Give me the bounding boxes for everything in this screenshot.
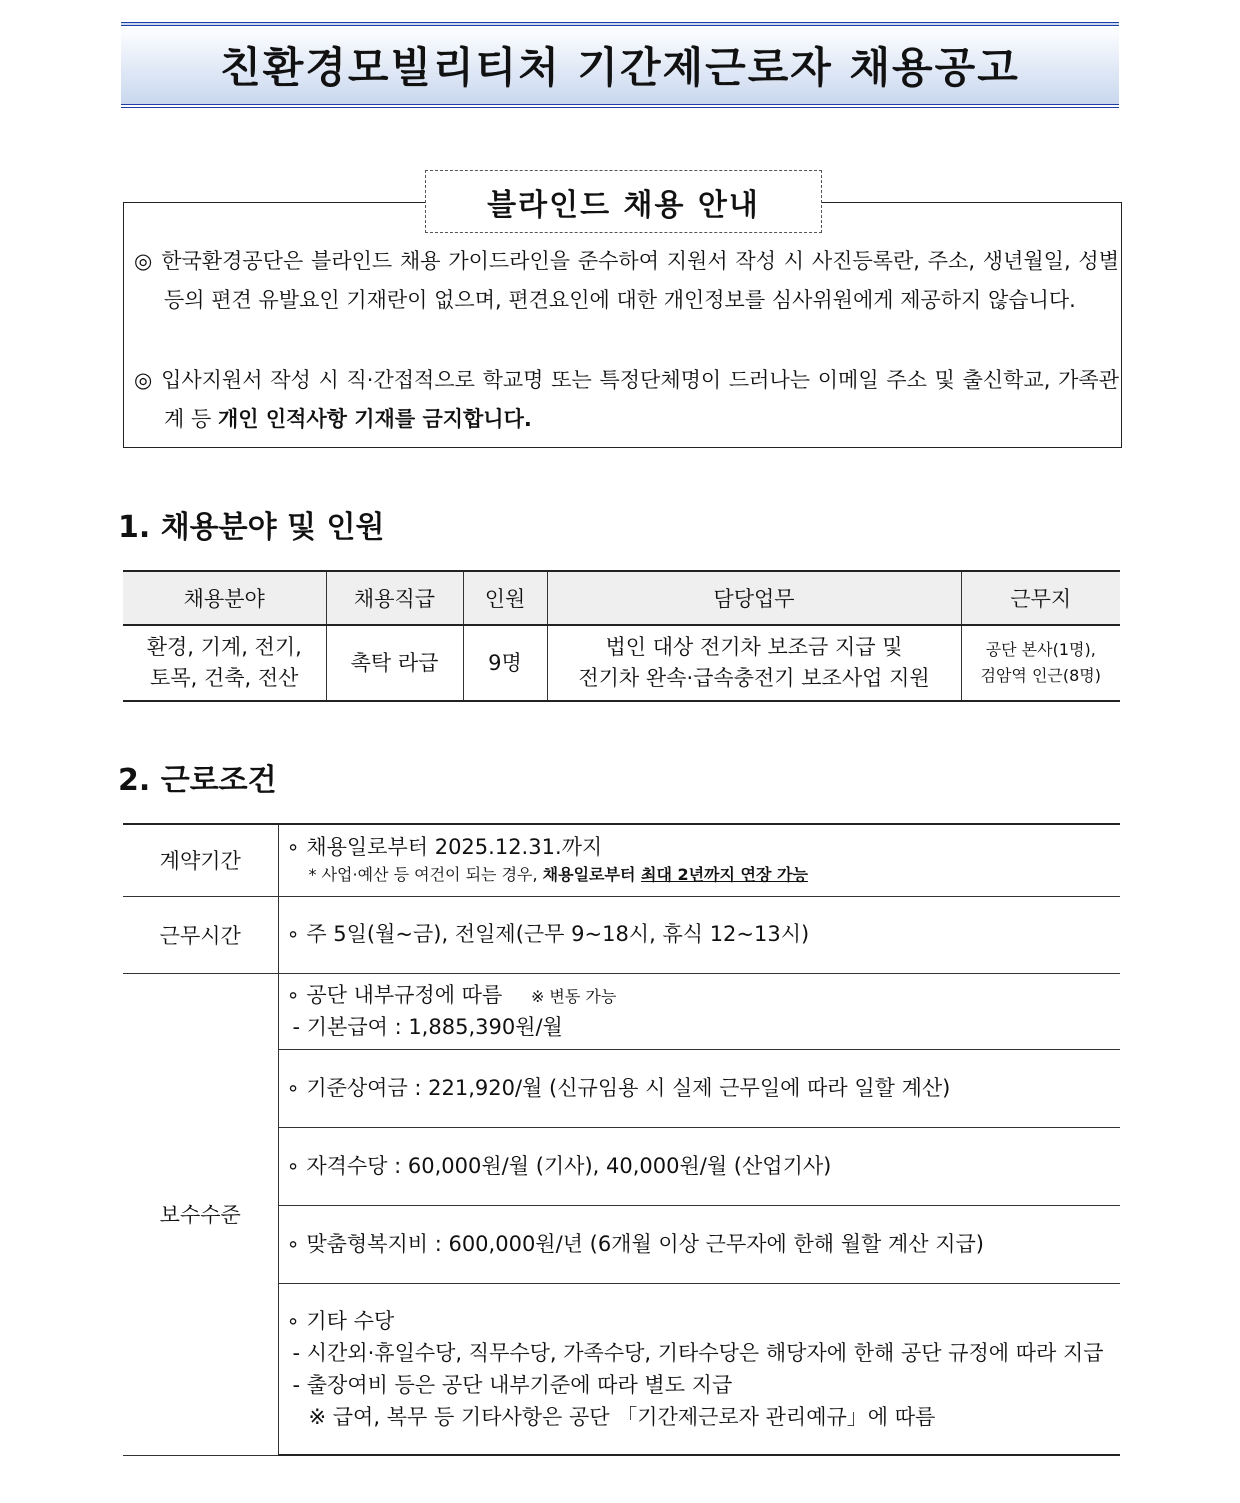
header-grade: 채용직급: [326, 571, 463, 625]
blind-notice-item-1: ◎ 한국환경공단은 블라인드 채용 가이드라인을 준수하여 지원서 작성 시 사진등록란, 주소, 생년월일, 성별 등의 편견 유발요인 기재란이 없으며, 편견요인에 대한 개인정보를 심사위원에게 제공하지 않습니다.: [134, 249, 1119, 312]
cell-count: 9명: [463, 625, 547, 701]
table-row: [123, 625, 1120, 701]
contract-note: [287, 862, 1113, 888]
pay-base-sub: - 기본급여 : 1,885,390원/월: [292, 1014, 563, 1039]
header-duty: 담당업무: [547, 571, 961, 625]
blind-notice-item-2: [134, 361, 1119, 439]
pay-row-1: [123, 973, 1120, 1049]
cell-field-line2: 토목, 건축, 전산: [150, 666, 299, 690]
hours-label: 근무시간: [123, 896, 278, 973]
pay-other-main: ∘ 기타 수당: [286, 1308, 395, 1333]
pay-label: 보수수준: [123, 973, 278, 1455]
blind-notice-item-2-text: ◎ 입사지원서 작성 시 직·간접적으로 학교명 또는 특정단체명이 드러나는 이메일 주소 및 출신학교, 가족관계 등: [134, 368, 1119, 431]
pay-welfare: ∘ 맞춤형복지비 : 600,000원/년 (6개월 이상 근무자에 한해 월할 계산 지급): [278, 1205, 1120, 1283]
pay-other-sub1: - 시간외·휴일수당, 직무수당, 가족수당, 기타수당은 해당자에 한해 공단 규정에 따라 지급: [292, 1340, 1104, 1365]
contract-row: [123, 824, 1120, 896]
cell-place-line2: 검암역 인근(8명): [980, 666, 1101, 685]
cell-field-line1: 환경, 기계, 전기,: [146, 635, 302, 659]
contract-note-bold: 채용일로부터: [542, 864, 641, 884]
section-1-heading: 1. 채용분야 및 인원: [118, 510, 385, 545]
blind-notice-title: 블라인드 채용 안내: [425, 170, 822, 233]
hours-row: [123, 896, 1120, 973]
pay-bonus: ∘ 기준상여금 : 221,920/월 (신규임용 시 실제 근무일에 따라 일할 계산): [278, 1049, 1120, 1127]
cell-duty-line1: 법인 대상 전기차 보조금 지급 및: [605, 635, 903, 659]
pay-qualification: ∘ 자격수당 : 60,000원/월 (기사), 40,000원/월 (산업기사): [278, 1127, 1120, 1205]
pay-base-note: ※ 변동 가능: [530, 986, 617, 1006]
contract-note-underline: 최대 2년까지 연장 가능: [640, 864, 808, 884]
pay-other-sub2: - 출장여비 등은 공단 내부기준에 따라 별도 지급: [292, 1372, 733, 1397]
header-place: 근무지: [961, 571, 1120, 625]
cell-field: [123, 625, 326, 701]
table-header-row: [123, 571, 1120, 625]
contract-note-prefix: * 사업·예산 등 여건이 되는 경우,: [308, 864, 543, 884]
cell-place: [961, 625, 1120, 701]
contract-main: ∘ 채용일로부터 2025.12.31.까지: [286, 834, 603, 859]
section-2-heading: 2. 근로조건: [118, 763, 277, 798]
pay-other-note: ※ 급여, 복무 등 기타사항은 공단 「기간제근로자 관리예규」에 따름: [308, 1404, 936, 1429]
header-count: 인원: [463, 571, 547, 625]
conditions-table: [123, 823, 1120, 1456]
pay-base-main: [287, 980, 1113, 1012]
page-title: 친환경모빌리티처 기간제근로자 채용공고: [220, 43, 1020, 92]
pay-base-content: [278, 973, 1120, 1049]
pay-base-main-text: ∘ 공단 내부규정에 따름: [286, 982, 503, 1007]
header-field: 채용분야: [123, 571, 326, 625]
title-banner: [121, 22, 1119, 108]
cell-grade: 촉탁 라급: [326, 625, 463, 701]
blind-notice-item-2-bold: 개인 인적사항 기재를 금지합니다.: [217, 407, 532, 431]
cell-duty-line2: 전기차 완속·급속충전기 보조사업 지원: [578, 666, 930, 690]
cell-duty: [547, 625, 961, 701]
hours-content: ∘ 주 5일(월~금), 전일제(근무 9~18시, 휴식 12~13시): [278, 896, 1120, 973]
pay-other: [278, 1283, 1120, 1455]
contract-content: [278, 824, 1120, 896]
contract-label: 계약기간: [123, 824, 278, 896]
recruitment-table: [123, 570, 1120, 702]
cell-place-line1: 공단 본사(1명),: [985, 640, 1096, 659]
